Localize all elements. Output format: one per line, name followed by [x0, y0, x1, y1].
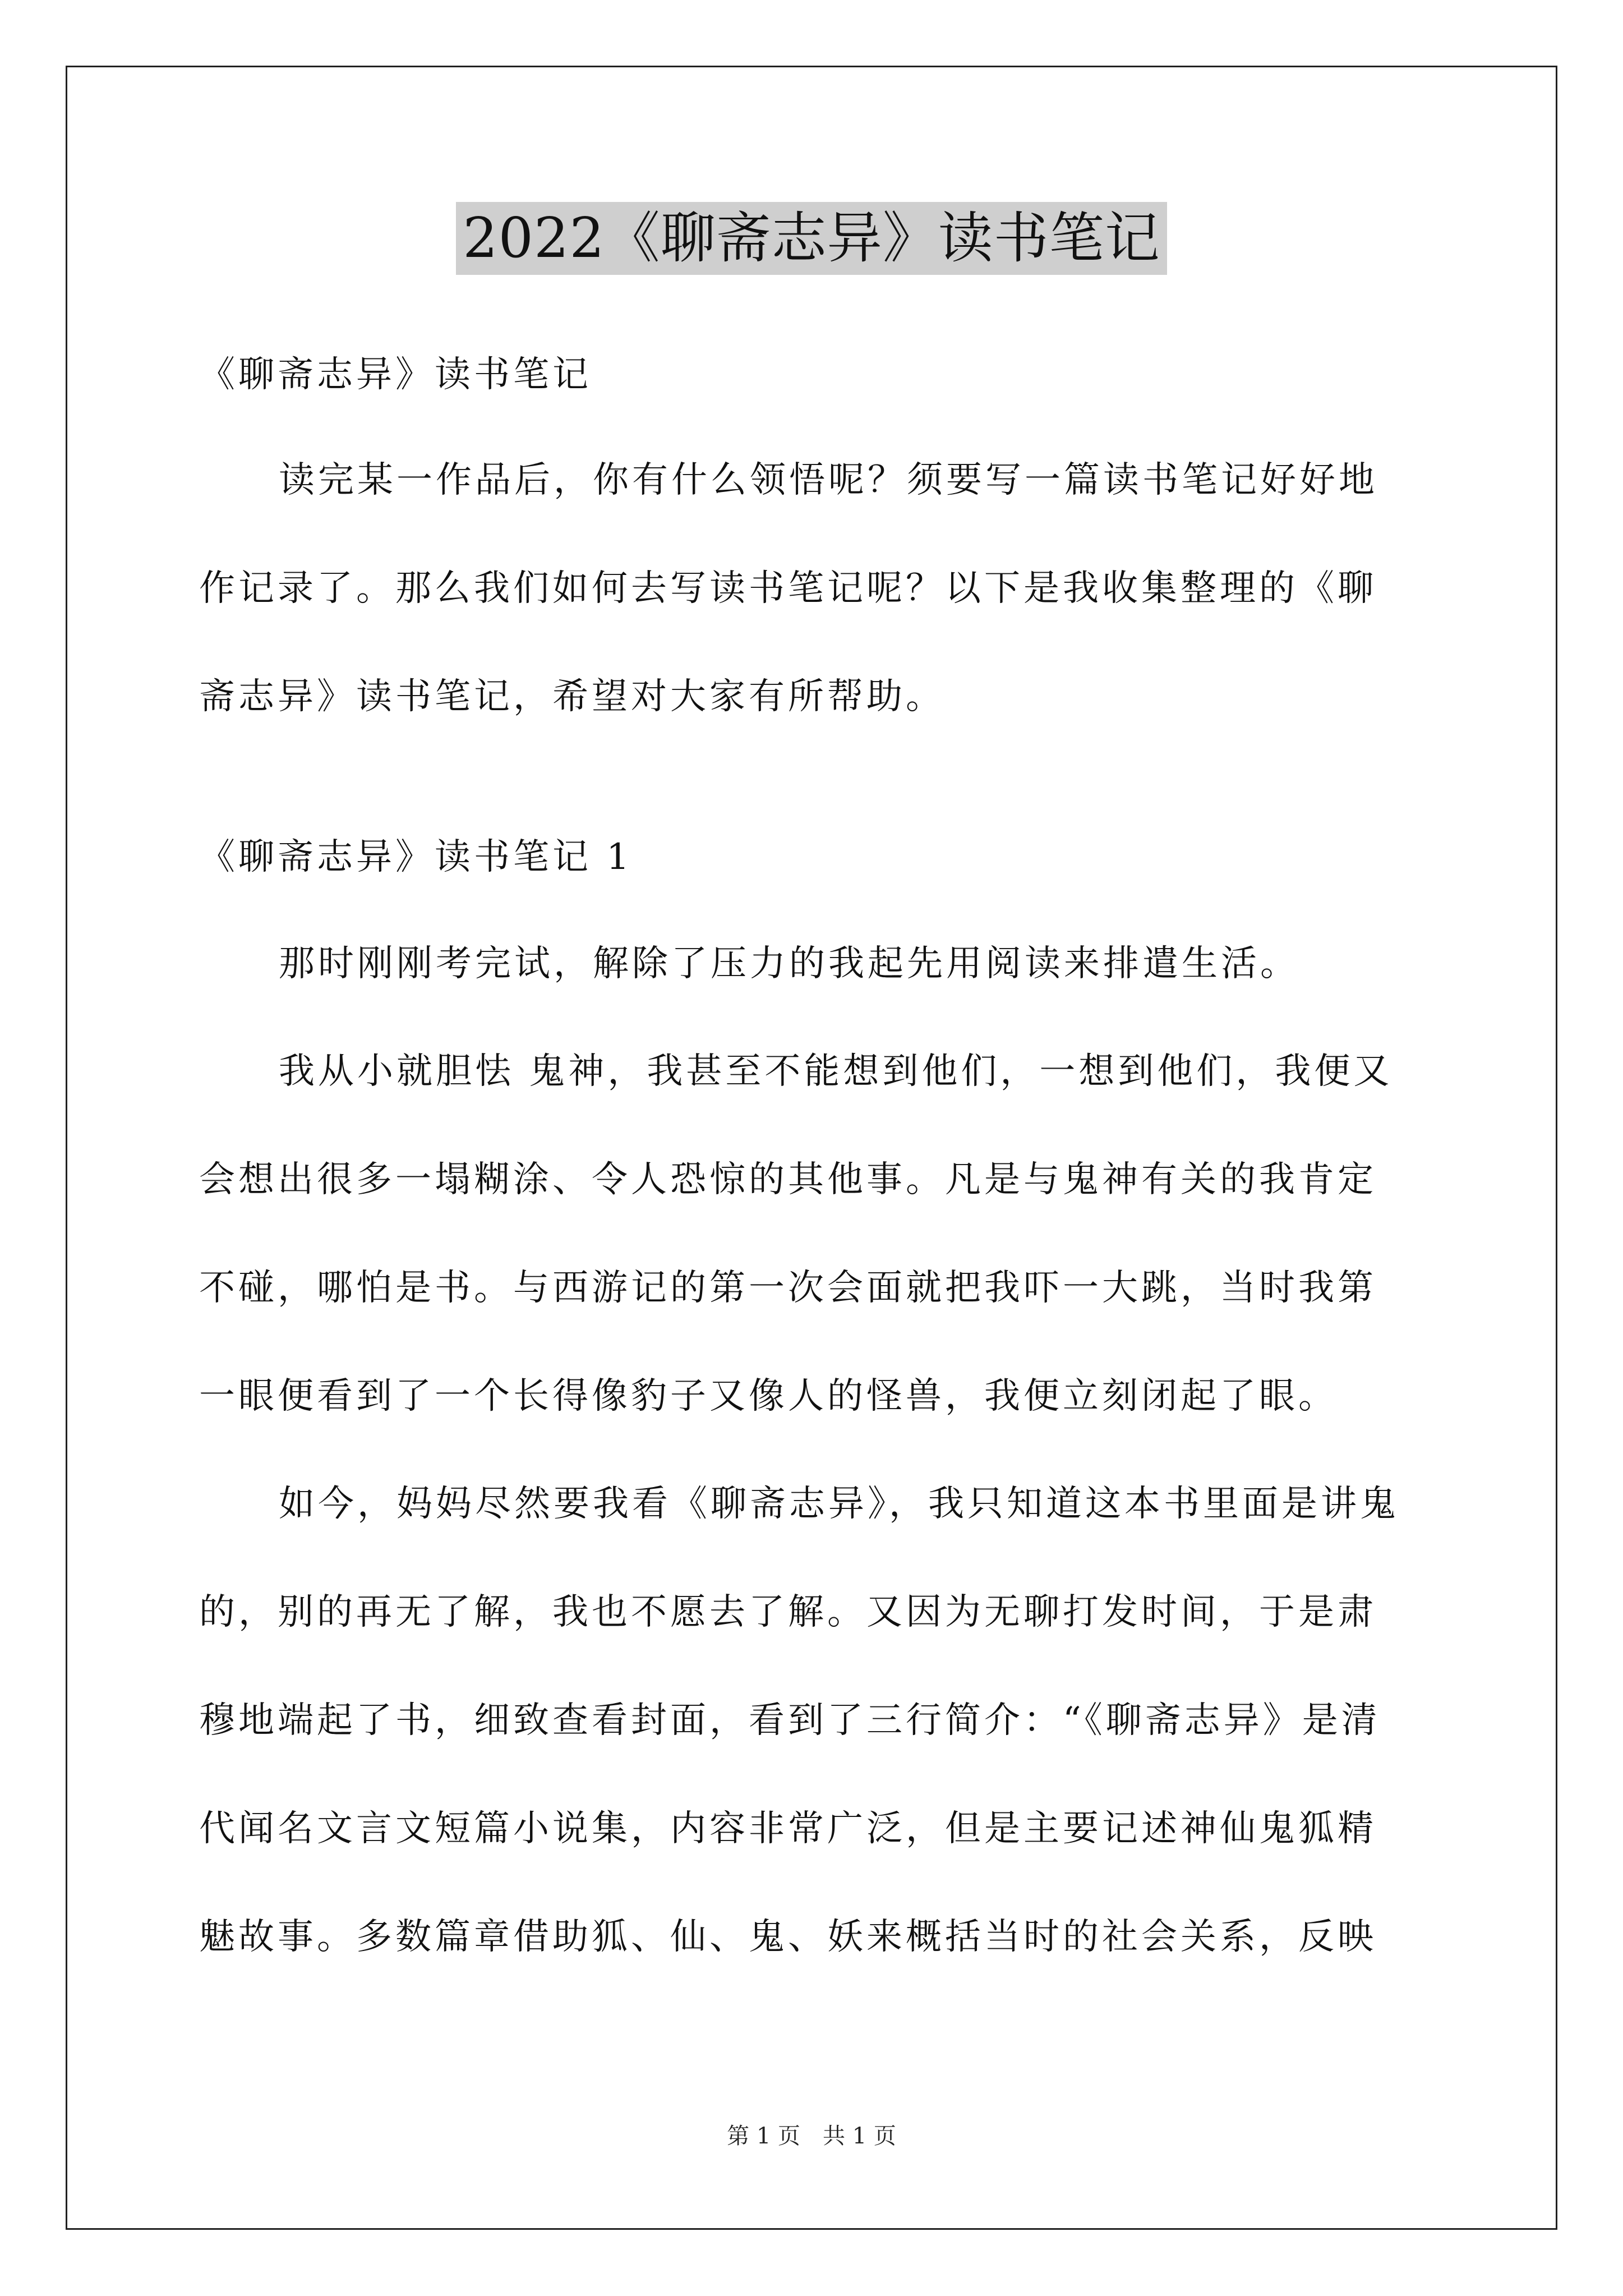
- body-paragraph: [199, 1045, 1433, 1423]
- paragraph-line: 穆地端起了书，细致查看封面，看到了三行简介：“《聊斋志异》是清: [199, 1700, 1381, 1741]
- paragraph-line: 代闻名文言文短篇小说集，内容非常广泛，但是主要记述神仙鬼狐精: [199, 1808, 1377, 1849]
- body-paragraph: [199, 1477, 1433, 1964]
- paragraph-line: 一眼便看到了一个长得像豹子又像人的怪兽，我便立刻闭起了眼。: [199, 1375, 1338, 1417]
- body-paragraph: [199, 937, 1433, 991]
- paragraph-line: 我从小就胆怯 鬼神，我甚至不能想到他们，一想到他们，我便又: [279, 1051, 1393, 1092]
- document-title: 2022《聊斋志异》读书笔记: [456, 202, 1166, 275]
- page-footer: 第 1 页 共 1 页: [727, 2123, 896, 2149]
- intro-line: 斋志异》读书笔记，希望对大家有所帮助。: [199, 676, 945, 717]
- paragraph-line: 会想出很多一塌糊涂、令人恐惊的其他事。凡是与鬼神有关的我肯定: [199, 1159, 1377, 1200]
- intro-line: 作记录了。那么我们如何去写读书笔记呢？以下是我收集整理的《聊: [199, 568, 1377, 609]
- document-body: [199, 314, 1433, 2018]
- section-heading: 《聊斋志异》读书笔记 1: [199, 836, 633, 878]
- title-container: [0, 202, 1623, 275]
- intro-paragraph: [199, 453, 1433, 724]
- paragraph-line: 如今，妈妈尽然要我看《聊斋志异》，我只知道这本书里面是讲鬼: [279, 1483, 1399, 1525]
- intro-line: 读完某一作品后，你有什么领悟呢？须要写一篇读书笔记好好地: [279, 459, 1378, 501]
- paragraph-line: 的，别的再无了解，我也不愿去了解。又因为无聊打发时间，于是肃: [199, 1591, 1377, 1633]
- paragraph-line: 不碰，哪怕是书。与西游记的第一次会面就把我吓一大跳，当时我第: [199, 1267, 1377, 1309]
- paragraph-line: 魅故事。多数篇章借助狐、仙、鬼、妖来概括当时的社会关系，反映: [199, 1916, 1377, 1958]
- paragraph-line: 那时刚刚考完试，解除了压力的我起先用阅读来排遣生活。: [279, 943, 1299, 984]
- document-subtitle: 《聊斋志异》读书笔记: [199, 354, 592, 395]
